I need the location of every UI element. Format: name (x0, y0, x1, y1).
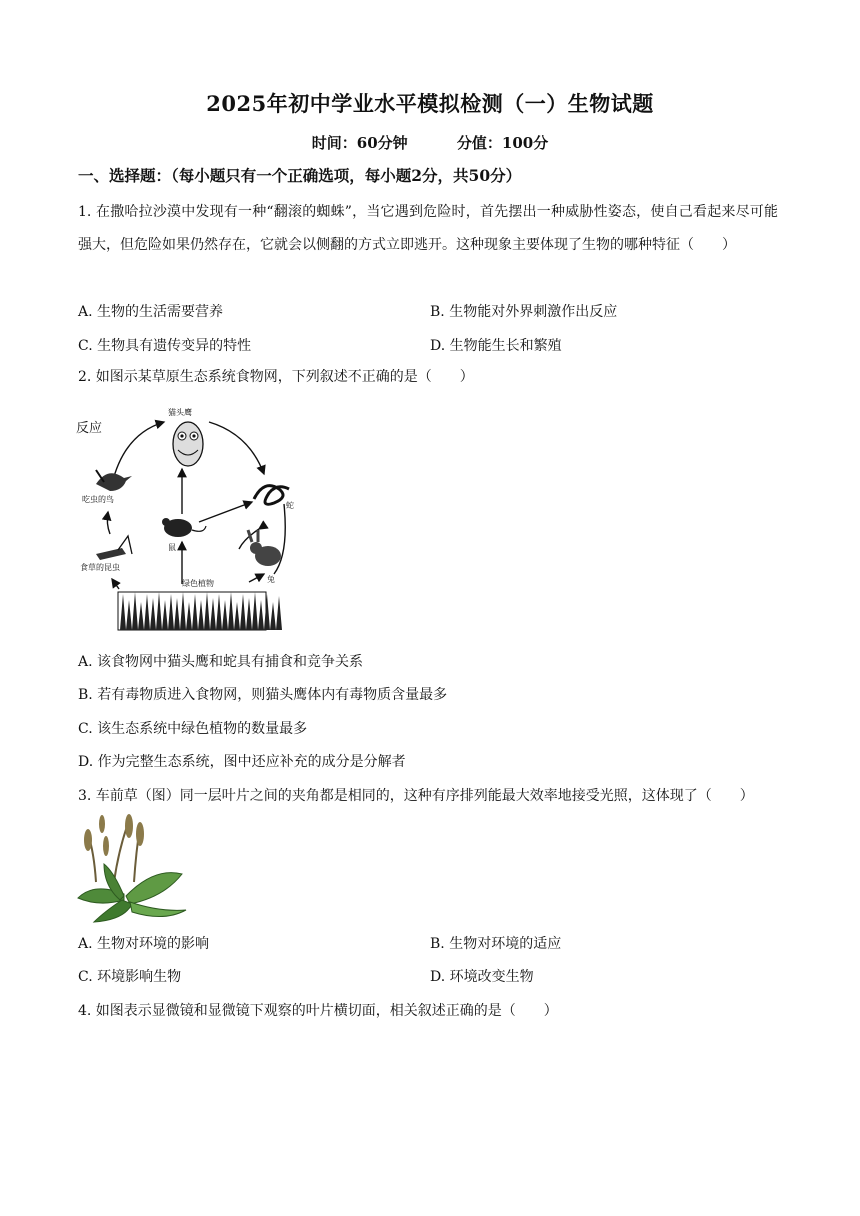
q1-option-b: B. 生物能对外界刺激作出反应 (430, 304, 618, 320)
question-4-stem: 4. 如图表示显微镜和显微镜下观察的叶片横切面，相关叙述正确的是（ ） (78, 1003, 558, 1019)
q1-option-d: D. 生物能生长和繁殖 (430, 338, 562, 354)
q3-option-b: B. 生物对环境的适应 (430, 936, 562, 952)
rabbit-icon (248, 530, 281, 566)
snake-icon (254, 486, 289, 505)
q1-option-a: A. 生物的生活需要营养 (78, 304, 224, 320)
fig-plant-label: 绿色植物 (182, 579, 214, 588)
q3-option-d: D. 环境改变生物 (430, 969, 534, 985)
owl-icon (173, 422, 203, 466)
question-1-stem: 1. 在撒哈拉沙漠中发现有一种“翻滚的蜘蛛”，当它遇到危险时，首先摆出一种威胁性姿态，使自己看起来尽可能强大，但危险如果仍然存在，它就会以侧翻的方式立即逃开。这种现象主要体现了生物的哪种特征（ ） (78, 204, 778, 253)
fig-mouse-label: 鼠 (168, 543, 176, 552)
food-web-figure (74, 404, 306, 634)
fig-bird-label: 吃虫的鸟 (82, 495, 114, 504)
exam-time: 时间：60分钟 (311, 134, 408, 152)
exam-score: 分值：100分 (456, 134, 549, 152)
food-web-illustration (74, 404, 306, 634)
q2-option-b: B. 若有毒物质进入食物网，则猫头鹰体内有毒物质含量最多 (78, 687, 448, 703)
q2-option-c: C. 该生态系统中绿色植物的数量最多 (78, 721, 308, 737)
q1-option-c: C. 生物具有遗传变异的特性 (78, 338, 252, 354)
fig-owl-label: 猫头鹰 (168, 408, 192, 417)
question-2-stem: 2. 如图示某草原生态系统食物网，下列叙述不正确的是（ ） (78, 369, 474, 385)
fig-insect-label: 食草的昆虫 (80, 563, 120, 572)
q3-option-a: A. 生物对环境的影响 (78, 936, 210, 952)
plantain-illustration (74, 812, 189, 924)
mouse-icon (162, 518, 206, 537)
page-title: 2025年初中学业水平模拟检测（一）生物试题 (206, 91, 654, 116)
section-heading: 一、选择题：（每小题只有一个正确选项，每小题2分，共50分） (78, 166, 522, 185)
grass-icon (118, 592, 282, 630)
q3-option-c: C. 环境影响生物 (78, 969, 182, 985)
grasshopper-icon (96, 536, 132, 560)
fig-snake-label: 蛇 (286, 501, 294, 510)
fig-corner-label: 反应 (76, 421, 103, 436)
fig-rabbit-label: 兔 (267, 575, 275, 584)
exam-info (0, 132, 860, 153)
q2-option-d: D. 作为完整生态系统，图中还应补充的成分是分解者 (78, 754, 406, 770)
bird-icon (96, 470, 132, 491)
question-3-stem: 3. 车前草（图）同一层叶片之间的夹角都是相同的，这种有序排列能最大效率地接受光照，这体现了（ ） (78, 788, 754, 804)
plantain-figure (74, 812, 189, 924)
q2-option-a: A. 该食物网中猫头鹰和蛇具有捕食和竞争关系 (78, 654, 364, 670)
